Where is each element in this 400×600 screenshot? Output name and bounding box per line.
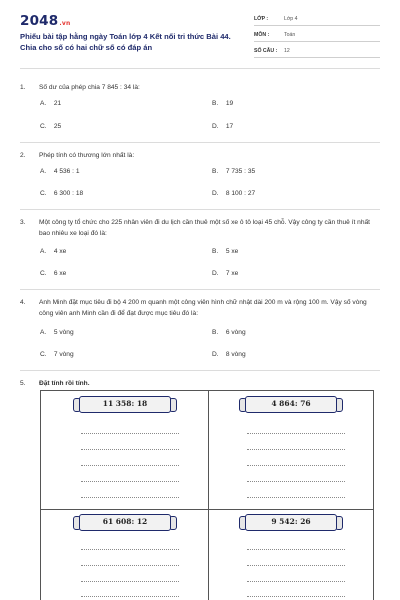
answer-line[interactable] [247, 549, 345, 550]
option-letter: A. [40, 100, 47, 107]
option-2c[interactable] [40, 190, 83, 197]
option-text: 5 xe [225, 248, 239, 255]
exercise-problem: 9 542: 26 [271, 517, 311, 526]
grid-divider-vertical [208, 391, 209, 600]
exercise-problem: 4 864: 76 [271, 399, 311, 408]
question-divider [20, 209, 380, 210]
exercise-problem: 61 608: 12 [102, 517, 148, 526]
option-1a[interactable] [40, 100, 61, 107]
option-letter: D. [212, 270, 219, 277]
answer-line[interactable] [81, 449, 179, 450]
answer-line[interactable] [81, 565, 179, 566]
question-stem: Đặt tính rồi tính. [39, 380, 90, 387]
exercise-banner-3 [73, 512, 177, 534]
exercise-banner-2 [239, 394, 343, 416]
option-text: 19 [225, 100, 234, 107]
meta-count-label: SỐ CÂU : [254, 48, 278, 54]
option-2d[interactable] [212, 190, 255, 197]
question-divider [20, 370, 380, 371]
option-text: 4 536 : 1 [53, 168, 80, 175]
option-2a[interactable] [40, 168, 80, 175]
option-letter: B. [212, 248, 219, 255]
answer-line[interactable] [247, 497, 345, 498]
answer-line[interactable] [247, 433, 345, 434]
option-letter: B. [212, 168, 219, 175]
option-text: 7 vòng [53, 351, 74, 358]
question-5 [20, 378, 380, 389]
exercise-problem: 11 358: 18 [102, 399, 148, 408]
answer-line[interactable] [247, 581, 345, 582]
option-letter: A. [40, 329, 47, 336]
answer-line[interactable] [81, 497, 179, 498]
option-text: 25 [53, 123, 62, 130]
question-number: 5. [20, 380, 26, 387]
question-divider [20, 142, 380, 143]
option-text: 7 735 : 35 [225, 168, 256, 175]
site-logo[interactable] [20, 13, 70, 29]
exercise-banner-1 [73, 394, 177, 416]
answer-line[interactable] [247, 596, 345, 597]
option-4b[interactable] [212, 329, 246, 336]
option-text: 21 [53, 100, 62, 107]
answer-line[interactable] [81, 481, 179, 482]
option-letter: C. [40, 351, 47, 358]
option-text: 8 100 : 27 [225, 190, 256, 197]
question-number: 1. [20, 84, 26, 91]
question-stem: Anh Minh đặt mục tiêu đi bộ 4 200 m quanh một công viên hình chữ nhật dài 200 m và rộng 100 m. Vậy số vòng công viên anh Minh cần đi để đạt được mục tiêu đó là: [39, 299, 367, 317]
option-letter: D. [212, 123, 219, 130]
answer-line[interactable] [81, 581, 179, 582]
question-stem: Phép tính có thương lớn nhất là: [39, 152, 135, 159]
option-letter: C. [40, 123, 47, 130]
answer-line[interactable] [247, 481, 345, 482]
exercise-banner-4 [239, 512, 343, 534]
logo-suffix: .vn [59, 20, 71, 27]
meta-count [254, 46, 380, 58]
meta-grade-value: Lớp 4 [284, 16, 298, 22]
option-4a[interactable] [40, 329, 74, 336]
answer-line[interactable] [247, 449, 345, 450]
option-text: 6 vòng [225, 329, 246, 336]
option-text: 8 vòng [225, 351, 246, 358]
question-3 [20, 217, 380, 239]
question-number: 2. [20, 152, 26, 159]
answer-line[interactable] [81, 433, 179, 434]
option-3c[interactable] [40, 270, 66, 277]
answer-line[interactable] [81, 596, 179, 597]
meta-grade [254, 14, 380, 26]
question-number: 4. [20, 299, 26, 306]
option-text: 17 [225, 123, 234, 130]
meta-subject [254, 30, 380, 42]
exercise-grid [40, 390, 374, 600]
option-letter: C. [40, 190, 47, 197]
meta-count-value: 12 [284, 48, 290, 54]
question-2 [20, 150, 380, 161]
option-letter: D. [212, 190, 219, 197]
option-letter: D. [212, 351, 219, 358]
option-text: 6 300 : 18 [53, 190, 84, 197]
question-number: 3. [20, 219, 26, 226]
option-text: 4 xe [53, 248, 67, 255]
answer-line[interactable] [81, 465, 179, 466]
option-1c[interactable] [40, 123, 61, 130]
option-1b[interactable] [212, 100, 233, 107]
option-3b[interactable] [212, 248, 238, 255]
option-letter: B. [212, 100, 219, 107]
option-text: 7 xe [225, 270, 239, 277]
question-divider [20, 289, 380, 290]
question-4 [20, 297, 380, 319]
option-text: 6 xe [53, 270, 67, 277]
option-4c[interactable] [40, 351, 74, 358]
grid-divider-horizontal [41, 509, 373, 510]
meta-subject-label: MÔN : [254, 32, 270, 38]
option-1d[interactable] [212, 123, 233, 130]
worksheet-title: Phiếu bài tập hằng ngày Toán lớp 4 Kết nối tri thức Bài 44. Chia cho số có hai chữ số có đáp án [20, 32, 231, 52]
logo-text: 2048 [20, 13, 59, 29]
meta-subject-value: Toán [284, 32, 296, 38]
option-4d[interactable] [212, 351, 246, 358]
option-letter: A. [40, 168, 47, 175]
option-letter: A. [40, 248, 47, 255]
option-text: 5 vòng [53, 329, 74, 336]
option-3a[interactable] [40, 248, 66, 255]
answer-line[interactable] [81, 549, 179, 550]
option-letter: B. [212, 329, 219, 336]
meta-grade-label: LỚP : [254, 16, 269, 22]
option-letter: C. [40, 270, 47, 277]
option-3d[interactable] [212, 270, 238, 277]
answer-line[interactable] [247, 465, 345, 466]
option-2b[interactable] [212, 168, 255, 175]
question-stem: Một công ty tổ chức cho 225 nhân viên đi du lịch cần thuê một số xe ô tô loại 45 chỗ. Vậy công ty cần thuê ít nhất bao nhiêu xe loại đó là: [39, 219, 371, 237]
question-stem: Số dư của phép chia 7 845 : 34 là: [39, 84, 140, 91]
header-divider [20, 68, 380, 69]
question-1 [20, 82, 380, 93]
answer-line[interactable] [247, 565, 345, 566]
